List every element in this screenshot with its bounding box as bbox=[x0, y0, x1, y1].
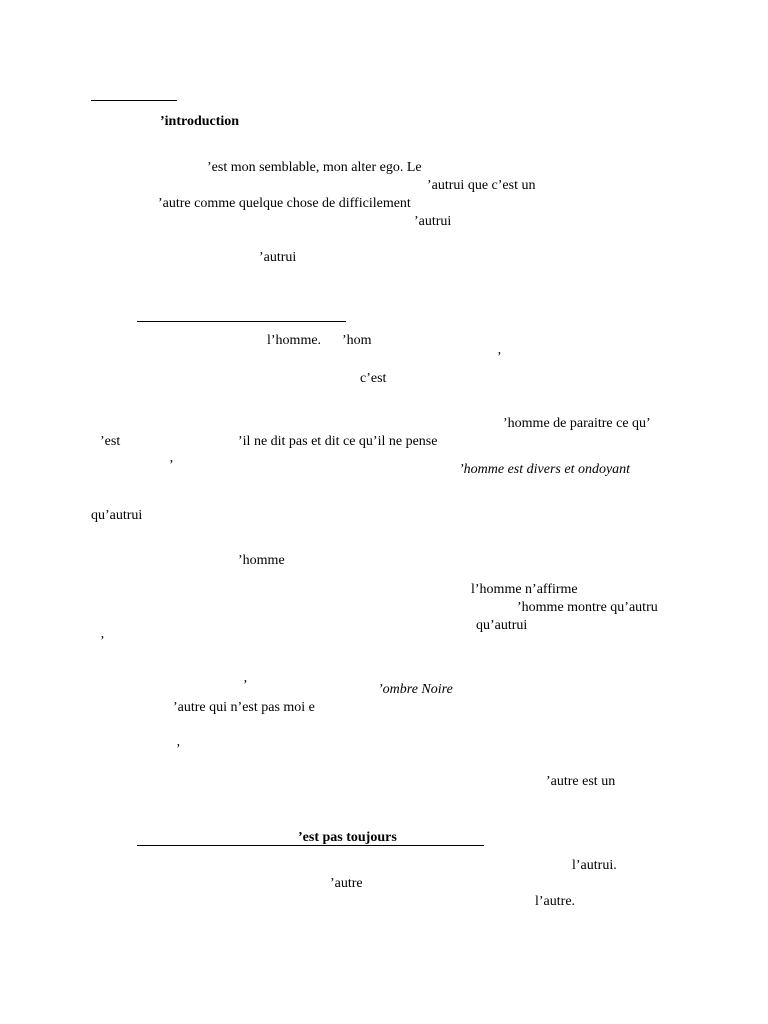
section1-line-16: ’autre est un bbox=[546, 774, 616, 789]
section1-line-12: ’ bbox=[100, 634, 105, 649]
section1-line-13b: ’ombre Noire bbox=[378, 682, 453, 697]
section1-line-2: ’ bbox=[497, 350, 502, 365]
intro-line-2: ’autrui que c’est un bbox=[427, 178, 536, 193]
section1-line-8: ’homme bbox=[238, 553, 285, 568]
section1-line-10: ’homme montre qu’autru bbox=[517, 600, 658, 615]
top-rule bbox=[91, 100, 177, 101]
section2-line-3: l’autre. bbox=[535, 894, 576, 909]
intro-line-4: ’autrui bbox=[414, 214, 452, 229]
section1-line-11: qu’autrui bbox=[476, 618, 528, 633]
section2-line-2: ’autre bbox=[330, 876, 363, 891]
section1-line-5b: ’il ne dit pas et dit ce qu’il ne pense bbox=[238, 434, 438, 449]
section2-line-1: l’autrui. bbox=[572, 858, 617, 873]
section1-line-1b: ’hom bbox=[342, 333, 372, 348]
section1-line-6b: ’homme est divers et ondoyant bbox=[459, 462, 631, 477]
section1-line-4: ’homme de paraitre ce qu’ bbox=[503, 416, 651, 431]
section1-line-9: l’homme n’affirme bbox=[471, 582, 578, 597]
intro-line-5: ’autrui bbox=[259, 250, 297, 265]
section1-line-3: c’est bbox=[360, 371, 387, 386]
section1-line-14: ’autre qui n’est pas moi e bbox=[173, 700, 315, 715]
section-1-rule bbox=[137, 321, 346, 322]
section2-heading: ’est pas toujours bbox=[298, 830, 397, 845]
section1-line-6a: ’ bbox=[169, 458, 174, 473]
intro-line-1: ’est mon semblable, mon alter ego. Le bbox=[207, 160, 422, 175]
section1-line-1a: l’homme. bbox=[267, 333, 322, 348]
section1-line-13a: ’ bbox=[243, 678, 248, 693]
intro-line-3: ’autre comme quelque chose de difficilement bbox=[158, 196, 411, 211]
section1-line-7: qu’autrui bbox=[91, 508, 143, 523]
section1-line-15: ’ bbox=[175, 742, 180, 757]
section1-line-5a: ’est bbox=[100, 434, 121, 449]
introduction-heading: ’introduction bbox=[160, 114, 240, 129]
